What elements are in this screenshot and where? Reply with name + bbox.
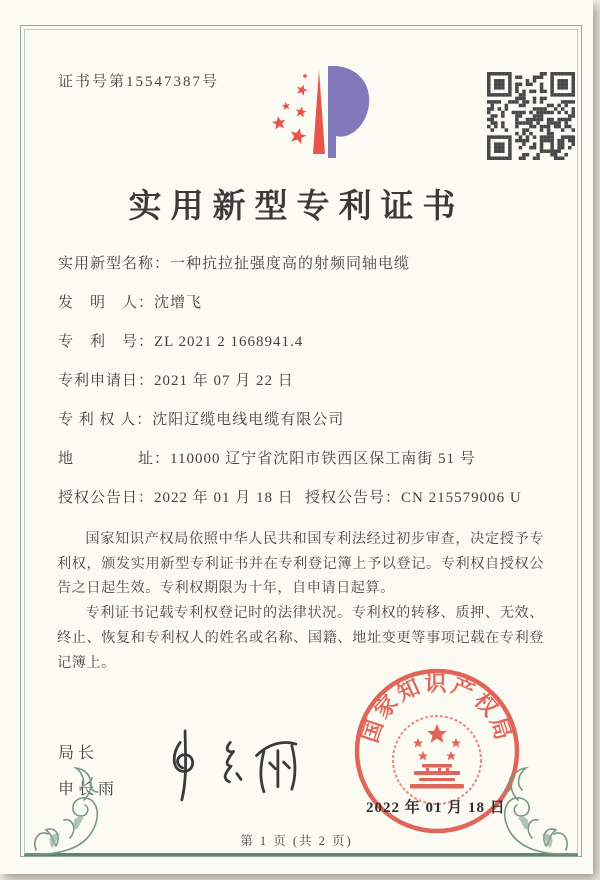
paragraph: 专利证书记载专利权登记时的法律状况。专利权的转移、质押、无效、终止、恢复和专利权人的姓名或名称、国籍、地址变更等事项记载在专利登记簿上。 bbox=[57, 605, 544, 671]
legal-text bbox=[57, 527, 544, 675]
field-value: 110000 辽宁省沈阳市铁西区保工南街 51 号 bbox=[170, 451, 476, 467]
paragraph: 国家知识产权局依照中华人民共和国专利法经过初步审查，决定授予专利权，颁发实用新型专利证书并在专利登记簿上予以登记。专利权自授权公告之日起生效。专利权期限为十年，自申请日起算。 bbox=[57, 531, 544, 597]
field-value: ZL 2021 2 1668941.4 bbox=[154, 334, 304, 350]
grant-number-label: 授权公告号： bbox=[305, 490, 402, 506]
grant-number-value: CN 215579006 U bbox=[401, 490, 522, 506]
qr-code bbox=[487, 72, 575, 160]
field-row bbox=[58, 408, 552, 447]
field-value: 沈增飞 bbox=[154, 295, 203, 311]
field-row bbox=[58, 252, 552, 291]
grant-date-label: 授权公告日： bbox=[58, 490, 155, 506]
field-label: 专利申请日： bbox=[58, 373, 155, 389]
field-value: 沈阳辽缆电线电缆有限公司 bbox=[152, 412, 345, 428]
field-row bbox=[58, 369, 552, 408]
certificate-number: 证书号第15547387号 bbox=[58, 74, 220, 90]
field-label: 专 利 号： bbox=[58, 334, 155, 350]
seal-org-text: 国家知识产权局 bbox=[357, 670, 517, 746]
field-label: 实用新型名称： bbox=[58, 256, 171, 272]
field-row bbox=[58, 447, 552, 486]
director-name: 申长雨 bbox=[58, 781, 119, 798]
signature bbox=[158, 724, 314, 806]
field-label: 发 明 人： bbox=[58, 295, 155, 311]
page-footer: 第 1 页 (共 2 页) bbox=[240, 834, 353, 848]
corner-flourish-icon bbox=[22, 758, 110, 856]
grant-row bbox=[58, 486, 552, 525]
certificate-title: 实用新型专利证书 bbox=[128, 189, 465, 225]
field-label: 专 利 权 人： bbox=[58, 412, 153, 428]
director-title: 局长 bbox=[58, 745, 99, 762]
field-row bbox=[58, 291, 552, 330]
seal-date: 2022 年 01 月 18 日 bbox=[366, 800, 506, 816]
cnipa-logo-icon bbox=[252, 60, 370, 164]
field-label: 地 址： bbox=[58, 451, 171, 467]
fields-block bbox=[58, 252, 552, 525]
grant-date-value: 2022 年 01 月 18 日 bbox=[154, 490, 294, 506]
field-value: 2021 年 07 月 22 日 bbox=[154, 373, 294, 389]
field-value: 一种抗拉扯强度高的射频同轴电缆 bbox=[170, 256, 411, 272]
field-row bbox=[58, 330, 552, 369]
